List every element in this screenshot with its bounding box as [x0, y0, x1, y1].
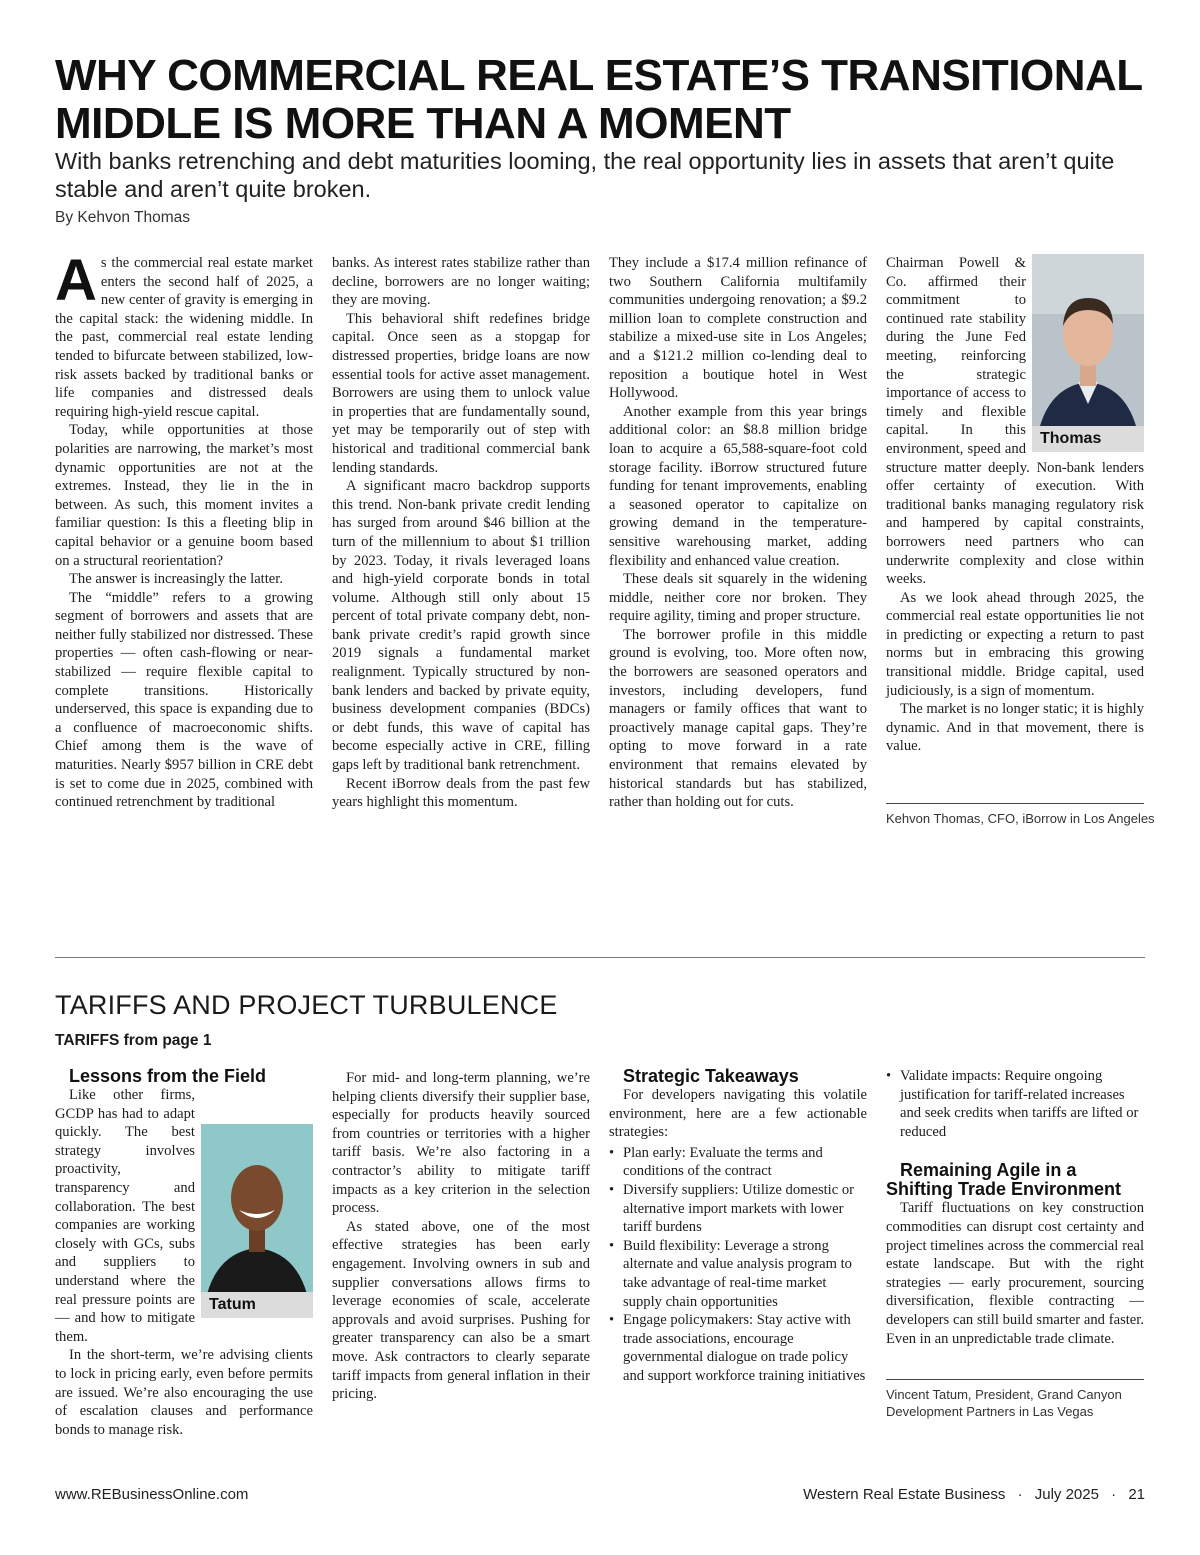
paragraph: The answer is increasingly the latter.	[69, 571, 283, 588]
article2-column-3	[609, 1067, 867, 1386]
author-photo-tatum	[201, 1124, 313, 1318]
footer-folio	[803, 1486, 1145, 1503]
paragraph: banks. As interest rates stabilize rather than decline, borrowers are no longer waiting; they are moving.	[332, 255, 590, 309]
section-title: TARIFFS AND PROJECT TURBULENCE	[55, 990, 558, 1020]
author-photo-thomas	[1032, 254, 1144, 452]
footer-url[interactable]: www.REBusinessOnline.com	[55, 1486, 249, 1503]
paragraph: Tariff fluctuations on key construction commodities can disrupt cost certainty and project timelines across the commercial real estate landscape. But with the right strategies — early procurement, sourcing diversification, flexible contracting — developers can still build smarter and faster. Even in an unpredictable trade climate.	[886, 1200, 1144, 1347]
article1-column-1	[55, 248, 313, 812]
separator: ·	[1017, 1486, 1023, 1503]
paragraph: The “middle” refers to a growing segment of borrowers and assets that are neither fully stabilized nor distressed. These properties — often cash-flowing or near-stabilized — require flexible capital to complete transitions. Historically underserved, this space is expanding due to a confluence of macroeconomic shifts. Chief among them is the wave of maturities. Nearly $957 billion in CRE debt is set to come due in 2025, combined with continued retrenchment by traditional	[55, 589, 313, 811]
paragraph: Like other firms, GCDP has had to adapt quickly. The best strategy involves proactivity, transparency and collaboration. The best companies are working closely with GCs, subs and suppliers to understand where the real pressure points are — and how to mitigate them.	[55, 1087, 195, 1345]
paragraph: Recent iBorrow deals from the past few years highlight this momentum.	[332, 775, 590, 811]
photo-caption: Tatum	[201, 1292, 313, 1318]
article1-column-3	[609, 254, 867, 812]
separator: ·	[1111, 1486, 1117, 1503]
takeaway-list-continued	[886, 1067, 1144, 1141]
headline-line-1: WHY COMMERCIAL REAL ESTATE’S TRANSITIONAL	[55, 51, 1143, 100]
dropcap: A	[55, 248, 97, 313]
bio-line: Development Partners in Las Vegas	[886, 1404, 1094, 1419]
portrait-image	[201, 1124, 313, 1318]
subhead-takeaways: Strategic Takeaways	[623, 1066, 799, 1086]
photo-caption: Thomas	[1032, 426, 1144, 452]
paragraph: In the short-term, we’re advising clients to lock in pricing early, even before permits are issued. We’re also encouraging the use of escalation clauses and performance bonds to manage risk.	[55, 1347, 313, 1438]
byline: By Kehvon Thomas	[55, 209, 190, 226]
list-item: • Validate impacts: Require ongoing justification for tariff-related increases and seek credits when tariffs are lifted or reduced	[886, 1067, 1144, 1141]
paragraph: Another example from this year brings additional color: an $8.8 million bridge loan to acquire a 65,588-square-foot cold storage facility. iBorrow structured future funding for tenant improvements, enabling a seasoned operator to capitalize on growing demand in the temperature-sensitive warehousing market, adding flexibility and enhanced value creation.	[609, 403, 867, 569]
portrait-image	[1032, 254, 1144, 452]
bio-divider	[886, 1379, 1144, 1380]
list-item: • Diversify suppliers: Utilize domestic or alternative import markets with lower tariff burdens	[609, 1181, 867, 1237]
headline-line-2: MIDDLE IS MORE THAN A MOMENT	[55, 99, 791, 148]
bio-divider	[886, 803, 1144, 804]
author-bio: Kehvon Thomas, CFO, iBorrow in Los Angeles	[886, 811, 1155, 826]
page-number: 21	[1128, 1486, 1145, 1503]
paragraph: The borrower profile in this middle ground is evolving, too. More often now, the borrowers are seasoned operators and investors, including developers, fund managers or family offices that want to proactively manage capital gaps. They’re opting to move forward in a rate environment that remains elevated by historical standards but has stabilized, rather than holding out for cuts.	[609, 626, 867, 811]
author-bio	[886, 1386, 1156, 1420]
list-item: • Plan early: Evaluate the terms and conditions of the contract	[609, 1144, 867, 1181]
paragraph: A significant macro backdrop supports this trend. Non-bank private credit lending has surged from around $46 billion at the turn of the millennium to about $1 trillion by 2023. Today, it rivals leveraged loans and high-yield corporate bonds in total volume. Although still only about 15 percent of total private company debt, non-bank private credit’s rapid growth since 2019 signals a fundamental market realignment. Typically structured by non-bank lenders and backed by private equity, business development companies (BDCs) or debt funds, this wave of capital has become especially active in CRE, filling gaps left by traditional bank retrenchment.	[332, 478, 590, 774]
paragraph: For mid- and long-term planning, we’re helping clients diversify their supplier base, especially for products heavily sourced from countries or territories with a higher tariff basis. We’re also factoring in a contractor’s ability to mitigate tariff impacts as a key criterion in the selection process.	[332, 1070, 590, 1217]
paragraph: The market is no longer static; it is highly dynamic. And in that movement, there is value.	[886, 701, 1144, 755]
list-item: • Engage policymakers: Stay active with trade associations, encourage governmental dialogue on trade policy and support workforce training initiatives	[609, 1311, 867, 1385]
takeaway-list	[609, 1144, 867, 1386]
headline	[55, 52, 1155, 148]
list-item: • Build flexibility: Leverage a strong alternate and value analysis program to take advantage of real-time market supply chain opportunities	[609, 1237, 867, 1311]
paragraph: These deals sit squarely in the widening middle, neither core nor broken. They require agility, timing and proper structure.	[609, 571, 867, 625]
deck: With banks retrenching and debt maturities looming, the real opportunity lies in assets that aren’t quite stable and aren’t quite broken.	[55, 148, 1115, 202]
publication-name: Western Real Estate Business	[803, 1486, 1006, 1503]
bio-line: Vincent Tatum, President, Grand Canyon	[886, 1387, 1122, 1402]
article1-column-4	[886, 254, 1144, 756]
issue-date: July 2025	[1034, 1486, 1099, 1503]
paragraph: Chairman Powell & Co. affirmed their commitment to continued rate stability during the June Fed meeting, reinforcing the strategic importance of access to timely and flexible capital. In this environment, speed and structure matter deeply. Non-bank lenders offer certainty of execution. With traditional banks managing regulatory risk and hampered by capital constraints, borrowers need partners who can underwrite complexity and close within weeks.	[886, 255, 1144, 588]
article2-column-1	[55, 1067, 313, 1439]
paragraph: As stated above, one of the most effective strategies has been early engagement. Involving owners in sub and supplier conversations allows firms to leverage economies of scale, accelerate approvals and avoid surprises. Pushing for greater transparency can also be a smart move. Ask contractors to clearly separate tariff impacts from general inflation in their pricing.	[332, 1218, 590, 1403]
subhead-lessons: Lessons from the Field	[69, 1066, 267, 1086]
jump-line: TARIFFS from page 1	[55, 1032, 212, 1049]
section-divider	[55, 957, 1145, 958]
paragraph: As we look ahead through 2025, the commercial real estate opportunities lie not in predicting or expecting a return to past norms but in embracing this growing transitional middle. Bridge capital, used judiciously, is a sign of momentum.	[886, 589, 1144, 699]
subhead-agile: Remaining Agile in a Shifting Trade Environment	[886, 1160, 1122, 1200]
paragraph: They include a $17.4 million refinance of two Southern California multifamily communities undergoing renovation; a $9.2 million loan to complete construction and stabilize a mixed-use site in Los Angeles; and a $121.2 million co-lending deal to reposition a boutique hotel in West Hollywood.	[609, 255, 867, 402]
paragraph: For developers navigating this volatile environment, here are a few actionable strategies:	[609, 1087, 867, 1141]
article2-column-4	[886, 1067, 1144, 1348]
article2-column-2	[332, 1069, 590, 1404]
paragraph: Today, while opportunities at those polarities are narrowing, the market’s most dynamic opportunities are not at the extremes. Instead, they lie in the in between. As such, this moment invites a familiar question: Is this a fleeting blip in capital behavior or a genuine boom based on a structural reorientation?	[55, 422, 313, 569]
paragraph: This behavioral shift redefines bridge capital. Once seen as a stopgap for distressed properties, bridge loans are now essential tools for active asset management. Borrowers are using them to unlock value in properties that are fundamentally sound, yet may be temporarily out of step with historical and traditional commercial bank lending standards.	[332, 310, 590, 476]
article1-column-2	[332, 254, 590, 812]
paragraph: As the commercial real estate market enters the second half of 2025, a new center of gravity is emerging in the capital stack: the widening middle. In the past, commercial real estate lending tended to bifurcate between stabilized, low-risk assets backed by traditional banks or life companies and distressed deals requiring high-yield rescue capital.	[55, 248, 313, 420]
